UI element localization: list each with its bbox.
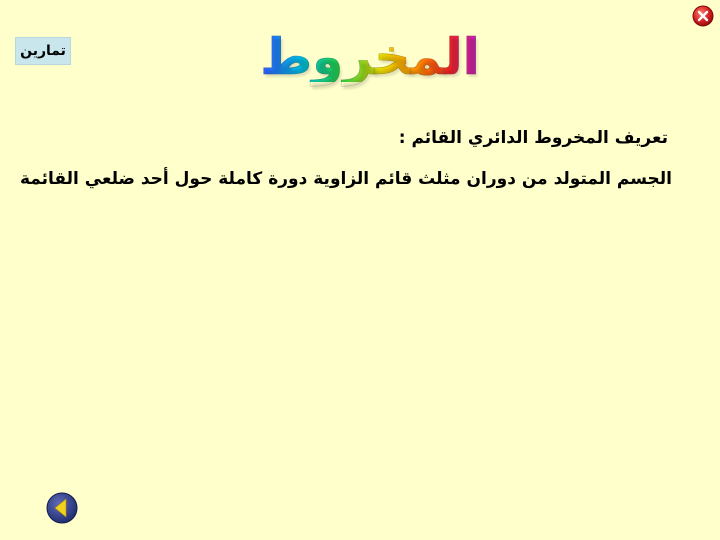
definition-text: الجسم المتولد من دوران مثلث قائم الزاوية دورة كاملة حول أحد ضلعي القائمة xyxy=(19,169,672,189)
exercises-button-label: تمارين xyxy=(20,43,66,59)
slide-title-text: المخروط xyxy=(260,28,480,86)
definition-heading: تعريف المخروط الدائري القائم : xyxy=(398,128,668,148)
close-icon[interactable] xyxy=(692,5,714,27)
exercises-button[interactable] xyxy=(15,37,71,65)
slide-title xyxy=(260,22,480,92)
back-arrow-icon[interactable] xyxy=(46,492,78,524)
